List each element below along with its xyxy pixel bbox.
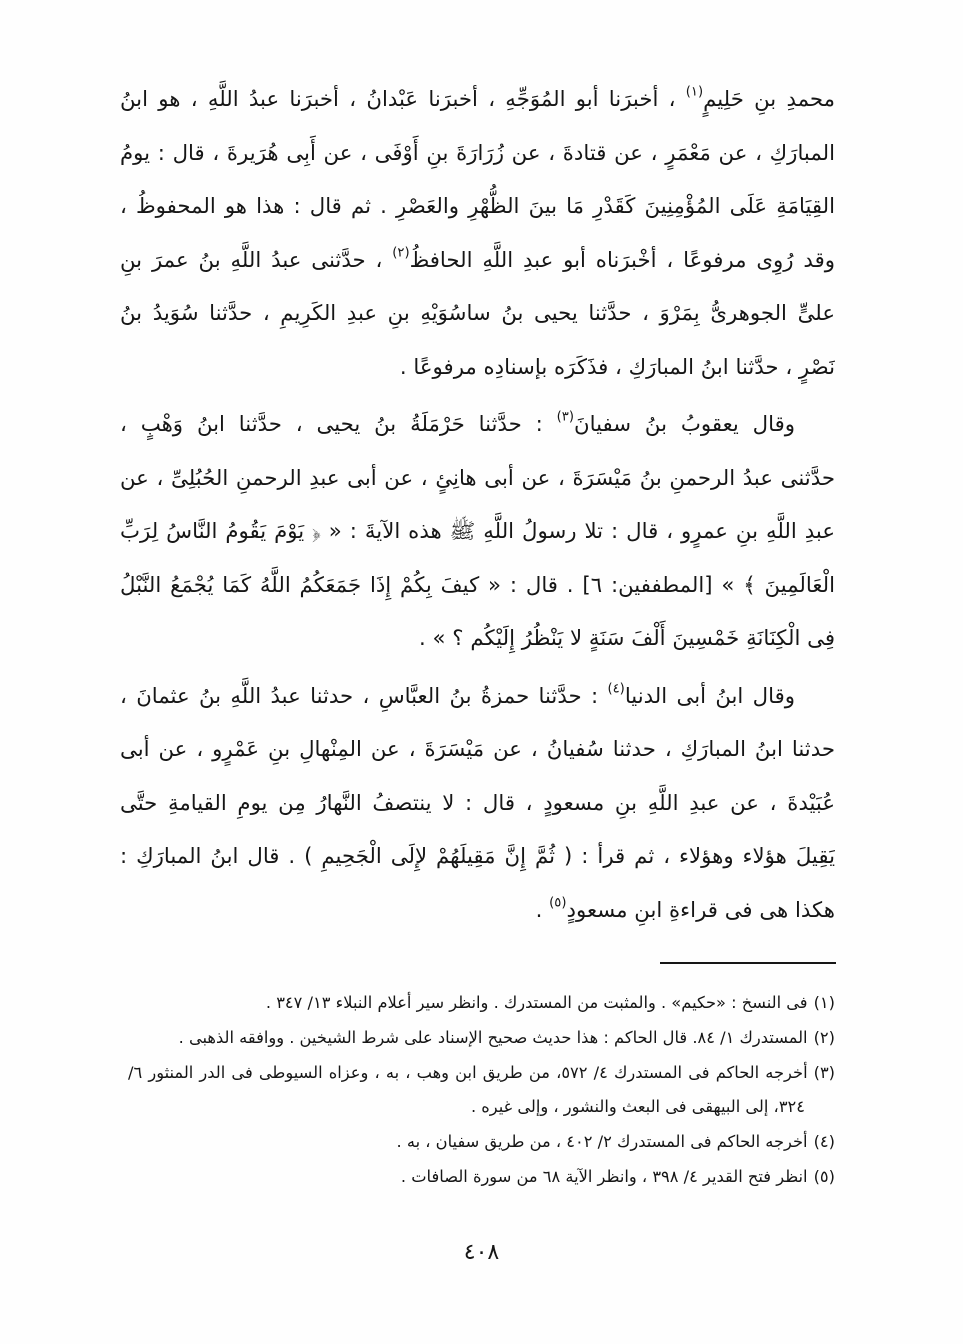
line-text: حدثنا ابنُ المبارَكِ ، حدثنا سُفيانُ ، عن مَيْسَرَةَ ، عن المِنْهالِ بنِ عَمْرٍو ، عن أبى	[120, 737, 835, 762]
line-text: فِى الْكِنَانَةِ خَمْسِينَ أَلْفَ سَنَةٍ لا يَنْظُرُ إِلَيْكُم ؟ » .	[419, 626, 835, 651]
footnote-4	[128, 1125, 835, 1160]
line-text: : حدَّثنا حمزةُ بنُ العبَّاسِ ، حدثنا عبدُ اللَّهِ بنُ عثمانَ ،	[120, 683, 608, 709]
line-text: يَقِيلَ هؤلاء وهؤلاء ، ثم قرأ : ( ثُمَّ إِنَّ مَقِيلَهُمْ لإِلَى الْجَحِيمِ ) . قال ابنُ المبارَكِ :	[120, 844, 835, 869]
footnote-text: أخرجه الحاكم فى المستدرك ٤/ ٥٧٢، من طريق ابن وهب ، به ، وعزاه السيوطى فى الدر المنثور ٦/	[128, 1062, 808, 1082]
line-text: وقال يعقوبُ بنُ سفيانَ	[574, 412, 796, 437]
footnote-text: أخرجه الحاكم فى المستدرك ٢/ ٤٠٢ ، من طريق سفيان ، به .	[396, 1132, 808, 1152]
text-line	[120, 723, 835, 777]
line-text: .	[535, 897, 550, 923]
paragraph	[120, 398, 835, 666]
text-line	[120, 73, 835, 127]
text-line	[120, 830, 835, 884]
text-line	[120, 505, 835, 559]
text-line	[120, 287, 835, 341]
line-text: الْعَالَمِينَ ﴾ » [المطففين: ٦] . قال : « كيفَ بِكُمْ إِذَا جَمَعَكُمُ اللَّهُ كَمَا يُجْمَعُ النَّبْلُ	[120, 572, 835, 598]
line-text: القِيَامَةِ عَلَى المُؤْمِنِينَ كَقَدْرِ مَا بينَ الظُّهْرِ والعَصْرِ . ثم قال : هذا هو المحفوظُ ،	[120, 194, 835, 219]
text-line	[120, 777, 835, 831]
line-text: عُبَيْدةَ ، عن عبدِ اللَّهِ بنِ مسعودٍ ، قال : لا ينتصفُ النَّهارُ مِن يومِ القيامةِ حتَّى	[120, 790, 835, 816]
footnotes	[128, 986, 835, 1195]
line-text: هكذا هى فى قراءةِ ابنِ مسعودٍ	[566, 897, 835, 923]
paragraph	[120, 670, 835, 938]
footnote-reference: (١)	[685, 84, 704, 100]
footnote-text: ٣٢٤، إلى البيهقى فى البعث والنشور ، وإلى غيره .	[470, 1097, 805, 1117]
text-line	[120, 670, 835, 724]
text-line	[120, 341, 835, 395]
text-line	[120, 398, 835, 452]
line-text: نَصْرٍ ، حدَّثنا ابنُ المبارَكِ ، فذَكَرَه بإسنادِه مرفوعًا .	[399, 354, 835, 380]
footnote-reference: (٤)	[607, 680, 625, 696]
footnote-text: انظر فتح القدير ٤/ ٣٩٨ ، وانظر الآية ٦٨ من سورة الصافات .	[400, 1166, 808, 1186]
line-text: ، حدَّثنى عبدُ اللَّهِ بنُ عمرَ بنِ	[120, 247, 393, 273]
footnote-3-continuation	[128, 1090, 835, 1125]
line-text: عبدِ اللَّهِ بنِ عمرٍو ، قال : تلا رسولُ اللَّهِ ﷺ هذه الآيةَ : « ﴿ يَوْمَ يَقُومُ النَّاسُ لِرَبِّ	[120, 519, 835, 544]
line-text: وقد رُوِى مرفوعًا ، أخْبرَناه أبو عبدِ اللَّهِ الحافظُ	[409, 247, 835, 273]
page-number: ٤٠٨	[463, 1240, 500, 1265]
line-text: وقال ابنُ أبى الدنيا	[624, 683, 795, 709]
text-line	[120, 612, 835, 666]
text-line	[120, 884, 835, 938]
footnote-reference: (٥)	[549, 894, 567, 910]
footnote-3	[128, 1056, 835, 1091]
paragraph	[120, 73, 835, 394]
footnote-number: (٥)	[813, 1166, 835, 1186]
line-text: ، أخبرَنا أبو المُوَجِّهِ ، أخبرَنا عَبْدانُ ، أخبرَنا عبدُ اللَّهِ ، هو ابنُ	[120, 87, 686, 112]
line-text: محمدِ بنِ حَلِيمٍ	[703, 87, 835, 112]
line-text: حدَّثنى عبدُ الرحمنِ بنُ مَيْسَرَةَ ، عن أبى هانِئٍ ، عن أبى عبدِ الرحمنِ الحُبُلِىِّ ، عن	[120, 465, 835, 491]
footnote-text: المستدرك ١/ ٨٤. قال الحاكم : هذا حديث صحيح الإسناد على شرط الشيخين . ووافقه الذهبى .	[178, 1027, 808, 1047]
footnote-2	[128, 1021, 835, 1056]
line-text: المبارَكِ ، عن مَعْمَرٍ ، عن قتادةَ ، عن زُرَارَةَ بنِ أَوْفَى ، عن أَبِى هُرَيرةَ ، قال : يومُ	[120, 140, 835, 166]
footnote-reference: (٢)	[392, 244, 410, 260]
footnote-number: (٣)	[813, 1062, 835, 1082]
footnote-text: فى النسخ : «حكيم» . والمثبت من المستدرك . وانظر سير أعلام النبلاء ١٣/ ٣٤٧ .	[265, 993, 808, 1012]
text-line	[120, 234, 835, 288]
footnote-number: (٢)	[813, 1027, 835, 1047]
footnote-number: (٤)	[813, 1132, 835, 1152]
text-line	[120, 180, 835, 234]
text-line	[120, 559, 835, 613]
line-text: علىٍّ الجوهرىُّ بِمَرْوَ ، حدَّثنا يحيى بنُ ساسُوَيْهِ بنِ عبدِ الكَرِيمِ ، حدَّثنا سُوَيدُ بنُ	[120, 301, 835, 326]
footnote-5	[128, 1160, 835, 1195]
main-text	[120, 73, 835, 937]
line-text: : حدَّثنا حَرْمَلَةُ بنُ يحيى ، حدَّثنا ابنُ وَهْبٍ ،	[120, 412, 557, 437]
footnote-reference: (٣)	[556, 409, 575, 425]
footnote-1	[128, 986, 835, 1021]
text-line	[120, 127, 835, 181]
footnote-separator	[660, 962, 836, 964]
footnote-number: (١)	[813, 993, 835, 1012]
text-line	[120, 452, 835, 506]
